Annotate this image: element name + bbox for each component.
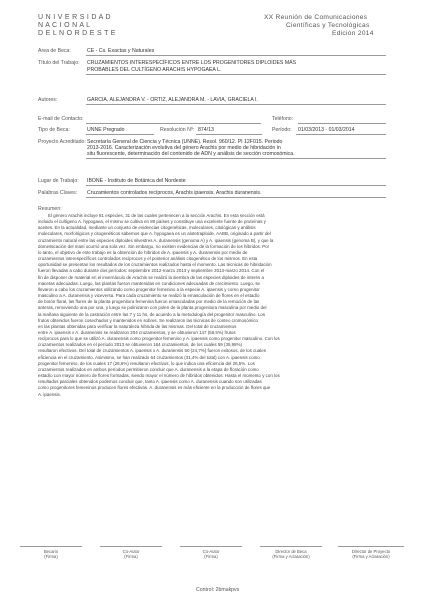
- abstract-line: estadío con mayor número de flores formadas, siendo mayor el número de híbridos obtenidos. Hasta el momento y con los: [38, 373, 280, 379]
- signature-line: [180, 546, 242, 547]
- abstract-line: oportunidad se presentan los resultados de los cruzamientos realizados hasta el momento. Las técnicas de hibridación: [38, 262, 272, 268]
- project-value-line-2: 2013-2016. Caracterización evolutiva del género Arachis por medio de hibridación in: [87, 145, 281, 151]
- beca-type-value: UNNE Pregrado: [87, 127, 125, 133]
- abstract-body: [38, 213, 388, 398]
- abstract-line: en las plantas obtenidas para verificar la naturaleza híbrida de las mismas. Del total de cruzamientos: [38, 323, 237, 329]
- project-label: Proyecto Acreditado:: [38, 139, 86, 145]
- signature-coautor-1: [100, 546, 162, 559]
- signature-sub: (Firma): [204, 554, 218, 559]
- area-underline: [86, 55, 386, 56]
- abstract-line: fin de disponer de material en el invernáculo de Arachis se realizó la siembra de las especies diploides de interés a: [38, 274, 264, 280]
- resolution-underline: [196, 134, 262, 135]
- abstract-line: masculino a A. duranensis y viceversa. Para cada cruzamiento se realizó la emasculación de flores en el estadío: [38, 293, 260, 299]
- signature-director-beca: [260, 546, 322, 559]
- abstract-line: cruzamientos realizados en ambos períodos permitieron concluir que A. duranensis a la etapa de floración como: [38, 366, 259, 372]
- event-line-1: XX Reunión de Comunicaciones: [264, 14, 368, 21]
- university-line-2: N A C I O N A L: [38, 22, 91, 29]
- abstract-line: como progenitores femeninos producen flores efectivas. A. duranensis es más eficiente en la producción de flores que: [38, 385, 271, 391]
- period-value: 01/03/2013 - 01/03/2014: [298, 127, 355, 133]
- resolution-label: Resolución Nº:: [160, 127, 195, 133]
- signature-title: Director de Proyecto: [351, 549, 391, 554]
- keywords-underline: [86, 197, 386, 198]
- abstract-line: entre A. ipaensis x A. duranensis se realizaron 204 cruzamientos, y se obtuvieron 147 (58,5%) frutos: [38, 329, 236, 335]
- email-underline: [86, 123, 261, 124]
- signature-becario: [20, 546, 82, 559]
- university-line-1: U N I V E R S I D A D: [38, 14, 111, 21]
- abstract-line: eficiencia en el cruzamiento. Asimismo, se han realizado 64 cruzamientos (31,4% del total) con A. ipaensis como: [38, 354, 260, 360]
- abstract-line: aceites. En la actualidad, mediante un conjunto de evidencias citogenéticas, moleculares, citológicas y análisis: [38, 225, 256, 231]
- event-title: [264, 14, 414, 38]
- workplace-underline: [86, 185, 386, 186]
- period-label: Período:: [272, 127, 292, 133]
- signature-director-proyecto: [338, 546, 404, 559]
- abstract-line: progenitor femenino, de los cuales 17 (26,6%) resultaron efectivos, lo que indica una eficiencia del 26,5%. Los: [38, 360, 255, 366]
- abstract-line: resultados parciales obtenidos podemos concluir que, tanto A. ipaensis como A. duranensis cuando son utilizadas: [38, 379, 262, 385]
- beca-type-underline: [86, 134, 154, 135]
- signature-title: Becario: [43, 549, 59, 554]
- workplace-value: IBONE - Instituto de Botánica del Nordeste: [87, 178, 186, 184]
- event-line-2: Científicas y Tecnológicas: [286, 22, 370, 29]
- signature-line: [100, 546, 162, 547]
- signature-title: Co-Autor: [202, 549, 220, 554]
- abstract-line: macetas adecuadas. Luego, las plantas fueron mantenidas en condiciones adecuadas de crecimiento. Luego, se: [38, 280, 261, 286]
- area-label: Area de Beca:: [38, 48, 71, 54]
- phone-label: Teléfono:: [272, 116, 294, 122]
- abstract-line: lo tanto, el objetivo de este trabajo es la obtención de híbridos de A. ipaensis y A. duranensis por medio de: [38, 249, 248, 255]
- abstract-line: recíprocos para lo que se utilizó A. duranensis como progenitor femenino y A. ipaensis como progenitor masculino. Con los: [38, 336, 280, 342]
- signature-coautor-2: [180, 546, 242, 559]
- abstract-line: A. ipaensis.: [38, 391, 61, 397]
- authors-value: GARCIA, ALEJANDRA V. - ORTIZ, ALEJANDRA M. - LAVIA, GRACIELA I.: [87, 97, 258, 103]
- title-label: Título del Trabajo:: [38, 60, 80, 66]
- project-value-line-1: Secretaría General de Ciencia y Técnica (UNNE). Resol. 960/12. PI 12F015. Periodo: [87, 139, 283, 145]
- beca-type-label: Tipo de Beca:: [38, 127, 70, 133]
- abstract-line: cruzamientos interespecíficos controlados recíprocos y el posterior análisis citogenético de los mismos. En esta: [38, 256, 258, 262]
- abstract-line: moleculares, morfológicos y citogenéticos sabemos que A. hypogaea es un alotetraploide, AABB, originado a partir del: [38, 231, 271, 237]
- resolution-value: 874/13: [198, 127, 214, 133]
- area-value: CE - Cs. Exactas y Naturales: [87, 48, 155, 54]
- abstract-line: frutos obtenidos fueron cosechados y mantenidos en sobres. Se realizaron las técnicas de conteo cromosómico: [38, 317, 259, 323]
- university-name: [38, 14, 188, 38]
- title-value-line-2: PROBABLES DEL CULTÍGENO ARACHIS HYPOGAEA L.: [87, 67, 222, 73]
- signature-sub: (Firma y Aclaración): [272, 554, 310, 559]
- signature-title: Co-Autor: [122, 549, 140, 554]
- university-line-3: D E L N O R D E S T E: [38, 30, 116, 37]
- abstract-line: resultaron efectivos. Del total de cruzamientos A. ipaensis x A. duranensis 50 (24,7%) fueron exitosos, de los cuales: [38, 348, 266, 354]
- signature-title: Director de Beca: [275, 549, 307, 554]
- signature-row: [20, 546, 405, 576]
- signature-sub: (Firma): [44, 554, 58, 559]
- abstract-line: anteras, removiendo una por una, y luego se polinizaron con polen de la planta progenitora masculina por medio del: [38, 305, 267, 311]
- title-underline: [86, 74, 386, 75]
- keywords-value: Cruzamientos controlados recíprocos, Arachis ipaensis, Arachis duranensis.: [87, 190, 262, 196]
- event-line-3: Edición 2014: [332, 30, 374, 37]
- abstract-line: llevaron a cabo los cruzamientos utilizando como progenitor femenino a la especie A. ipaensis y como progenitor: [38, 286, 260, 292]
- signature-sub: (Firma): [124, 554, 138, 559]
- abstract-line: de botón floral, las flores de la planta progenitora femenina fueron emasculadas por medio de la remoción de las: [38, 299, 260, 305]
- title-value-line-1: CRUZAMIENTOS INTERESPECÍFICOS ENTRE LOS PROGENITORES DIPLOIDES MÁS: [87, 60, 297, 66]
- authors-label: Autores:: [38, 97, 58, 103]
- project-value-line-3: situ fluorescente, determinación del contenido de ADN y análisis de sección cromosómica.: [87, 151, 295, 157]
- abstract-line: El género Arachis incluye 81 especies, 31 de las cuales pertenecen a la sección Arachis. En esta sección está: [48, 213, 265, 218]
- email-label: E-mail de Contacto:: [38, 116, 84, 122]
- signature-line: [338, 546, 404, 547]
- abstract-line: cruzamientos realizados en el período 2013 se obtuvieron 164 cruzamientos, de los cuales 59 (35,98%): [38, 342, 242, 348]
- control-code: Control: 2bmakpvs: [196, 587, 240, 593]
- period-underline: [296, 134, 386, 135]
- keywords-label: Palabras Claves:: [38, 190, 78, 196]
- abstract-line: cruzamiento natural entre las especies diploides silvestres A. duranensis (genoma A) y A. ipaensis (genoma B), y que la: [38, 237, 274, 243]
- signature-line: [260, 546, 322, 547]
- abstract-line: incluido el cultígeno A. hypogaea, el mismo se cultiva en 80 países y constituye una excelente fuente de proteínas y: [38, 219, 266, 225]
- workplace-label: Lugar de Trabajo:: [38, 178, 79, 184]
- abstract-heading: Resumen:: [38, 206, 62, 212]
- abstract-line: domesticación del maní ocurrió una sola vez. Sin embargo, no existen evidencias de la formación de los híbridos. Por: [38, 243, 270, 249]
- project-underline: [86, 158, 386, 159]
- authors-underline: [86, 104, 386, 105]
- phone-underline: [298, 123, 386, 124]
- signature-line: [20, 546, 82, 547]
- abstract-line: fueron llevadas a cabo durante dos períodos: septiembre 2012-marzo 2013 y septiembre 2013-marzo 2014. Con el: [38, 268, 265, 274]
- abstract-line: la mañana siguiente de la castración entre las 7 y 11 hs, de acuerdo a la metodología del progenitor masculino. Los: [38, 311, 266, 317]
- signature-sub: (Firma y Aclaración): [352, 554, 390, 559]
